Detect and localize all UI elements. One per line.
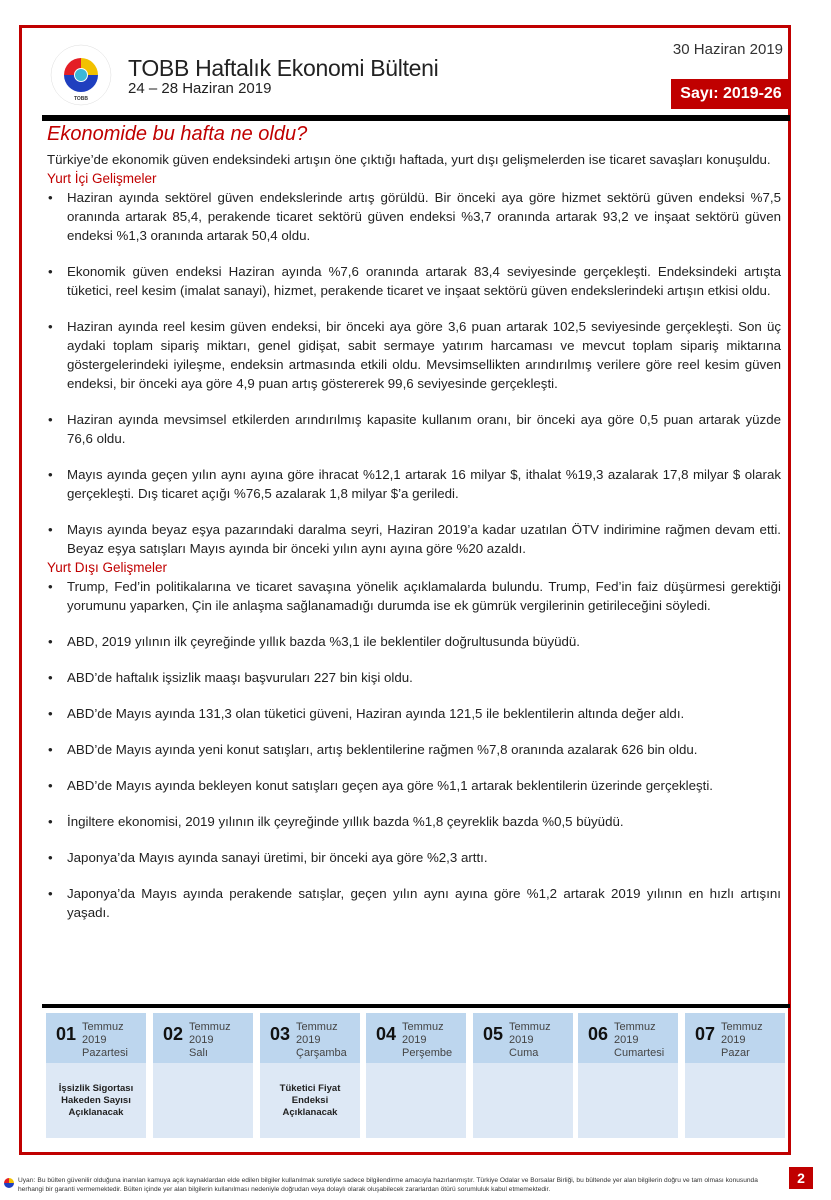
day-weekday: Pazar — [721, 1047, 750, 1059]
day-weekday: Salı — [189, 1047, 208, 1059]
date-range: 24 – 28 Haziran 2019 — [128, 80, 272, 97]
day-weekday: Cumartesi — [614, 1047, 665, 1059]
list-item: • Haziran ayında reel kesim güven endeksi, bir önceki aya göre 3,6 puan artarak 102,5 seviyesinde gerçekleşti. Son üç aydaki toplam sipariş miktarı, genel gidişat, sabit sermaye yatırım harcaması ve mevcut toplam sipariş miktarına göstergelerindeki iyileşme, endeksin artmasında etkili oldu. Mevsimsellikten arındırılmış verilere göre reel kesim güven endeksi, bir önceki aya göre 4,9 puan artış göstererek 99,6 seviyesinde gerçekleşti. — [47, 317, 781, 393]
publish-date: 30 Haziran 2019 — [672, 41, 783, 58]
calendar-divider — [42, 1004, 790, 1008]
list-item: • Haziran ayında mevsimsel etkilerden arındırılmış kapasite kullanım oranı, bir önceki aya göre 0,5 puan artarak yüzde 76,6 oldu. — [47, 410, 781, 448]
day-label — [402, 1021, 466, 1060]
day-number: 02 — [163, 1024, 184, 1044]
calendar-day-header — [473, 1013, 573, 1063]
list-item: • ABD, 2019 yılının ilk çeyreğinde yıllık bazda %3,1 ile beklentiler doğrultusunda büyüdü. — [47, 632, 781, 651]
day-month: Temmuz 2019 — [402, 1021, 444, 1046]
weekly-calendar — [46, 1013, 786, 1138]
day-label — [189, 1021, 253, 1060]
calendar-day — [153, 1013, 253, 1138]
foreign-list — [47, 577, 781, 922]
list-item: • İngiltere ekonomisi, 2019 yılının ilk çeyreğinde yıllık bazda %1,8 çeyreklik bazda %0,5 büyüdü. — [47, 812, 781, 831]
day-number: 03 — [270, 1024, 291, 1044]
day-event: İşsizlik Sigortası Hakeden Sayısı Açıklanacak — [58, 1083, 134, 1118]
day-label — [509, 1021, 573, 1060]
tobb-small-logo-icon — [3, 1177, 15, 1189]
list-item: • Mayıs ayında geçen yılın aynı ayına göre ihracat %12,1 artarak 16 milyar $, ithalat %19,3 azalarak 17,8 milyar $ olarak gerçekleşti. Dış ticaret açığı %76,5 azalarak 1,8 milyar $’a geriledi. — [47, 465, 781, 503]
intro-paragraph: Türkiye’de ekonomik güven endeksindeki artışın öne çıktığı haftada, yurt dışı gelişmelerden ise ticaret savaşları konuşuldu. — [47, 152, 771, 167]
day-label — [82, 1021, 146, 1060]
day-number: 06 — [588, 1024, 609, 1044]
calendar-day-header — [260, 1013, 360, 1063]
issue-badge: Sayı: 2019-26 — [671, 79, 791, 109]
svg-text:TOBB: TOBB — [73, 96, 89, 102]
day-month: Temmuz 2019 — [296, 1021, 338, 1046]
day-weekday: Cuma — [509, 1047, 539, 1059]
list-item: • ABD’de Mayıs ayında yeni konut satışları, artış beklentilerine rağmen %7,8 oranında azalarak 626 bin oldu. — [47, 740, 781, 759]
list-item: • Haziran ayında sektörel güven endekslerinde artış görüldü. Bir önceki aya göre hizmet sektörü güven endeksi %7,5 oranında artarak 85,4, perakende ticaret sektörü güven endeksi %3,7 oranında artarak 93,2 ve inşaat sektörü güven endeksi %1,3 oranında artarak 50,4 oldu. — [47, 188, 781, 245]
day-weekday: Perşembe — [402, 1047, 453, 1059]
section-headline: Ekonomide bu hafta ne oldu? — [47, 123, 308, 145]
calendar-day-header — [153, 1013, 253, 1063]
main-content — [47, 121, 781, 922]
calendar-day — [473, 1013, 573, 1138]
day-month: Temmuz 2019 — [721, 1021, 763, 1046]
day-month: Temmuz 2019 — [614, 1021, 656, 1046]
foreign-section-title: Yurt Dışı Gelişmeler — [47, 560, 168, 575]
list-item: • ABD’de Mayıs ayında bekleyen konut satışları geçen aya göre %1,1 artarak beklentilerin üzerinde gerçekleşti. — [47, 776, 781, 795]
calendar-day — [46, 1013, 146, 1138]
list-item: • ABD’de Mayıs ayında 131,3 olan tüketici güveni, Haziran ayında 121,5 ile beklentilerin altında değer aldı. — [47, 704, 781, 723]
bulletin-title: TOBB Haftalık Ekonomi Bülteni — [128, 55, 439, 81]
list-item: • Japonya’da Mayıs ayında perakende satışlar, geçen yılın aynı ayına göre %1,2 artarak 2019 yılının en hızlı artışını yaşadı. — [47, 884, 781, 922]
calendar-day-header — [366, 1013, 466, 1063]
list-item: • ABD’de haftalık işsizlik maaşı başvuruları 227 bin kişi oldu. — [47, 668, 781, 687]
day-label — [296, 1021, 360, 1060]
day-label — [721, 1021, 785, 1060]
domestic-section-title: Yurt İçi Gelişmeler — [47, 171, 157, 186]
day-number: 01 — [56, 1024, 77, 1044]
day-month: Temmuz 2019 — [189, 1021, 231, 1046]
calendar-day — [366, 1013, 466, 1138]
tobb-logo-icon — [50, 44, 112, 106]
day-month: Temmuz 2019 — [509, 1021, 551, 1046]
day-number: 04 — [376, 1024, 397, 1044]
calendar-day-header — [46, 1013, 146, 1063]
day-weekday: Çarşamba — [296, 1047, 347, 1059]
list-item: • Ekonomik güven endeksi Haziran ayında %7,6 oranında artarak 83,4 seviyesinde gerçekleşti. Endeksindeki artışta tüketici, reel kesim (imalat sanayi), hizmet, perakende ticaret ve inşaat sektörü güven endekslerindeki artışın etkisi oldu. — [47, 262, 781, 300]
day-event: Tüketici Fiyat Endeksi Açıklanacak — [279, 1083, 341, 1118]
day-month: Temmuz 2019 — [82, 1021, 124, 1046]
disclaimer-text: Uyarı: Bu bülten güvenilir olduğuna inanılan kamuya açık kaynaklardan elde edilen bilgiler kullanılmak suretiyle sadece bilgilendirme amacıyla hazırlanmıştır. Türkiye Odalar ve Borsalar Birliği, bu bültende yer alan bilgilerin doğru ve tam olması konusunda herhangi bir garanti vermemektedir. Bülten içinde yer alan bilgilerin kullanılması nedeniyle doğrudan veya dolaylı olarak oluşabilecek zararlardan ötürü sorumluluk kabul etmemektedir. — [18, 1177, 758, 1193]
page-number: 2 — [789, 1167, 813, 1189]
list-item: • Trump, Fed’in politikalarına ve ticaret savaşına yönelik açıklamalarda bulundu. Trump, Fed’in faiz düşürmesi gerektiği yorumunu yaparken, Çin ile anlaşma sağlanamadığı durumda ise ek gümrük vergilerinin getirileceğini söyledi. — [47, 577, 781, 615]
day-weekday: Pazartesi — [82, 1047, 128, 1059]
calendar-day — [685, 1013, 785, 1138]
domestic-list — [47, 188, 781, 558]
calendar-day — [578, 1013, 678, 1138]
list-item: • Mayıs ayında beyaz eşya pazarındaki daralma seyri, Haziran 2019’a kadar uzatılan ÖTV indirimine rağmen devam etti. Beyaz eşya satışları Mayıs ayında bir önceki yılın aynı ayına göre %20 azaldı. — [47, 520, 781, 558]
calendar-day-header — [578, 1013, 678, 1063]
day-number: 05 — [483, 1024, 504, 1044]
calendar-day-header — [685, 1013, 785, 1063]
day-label — [614, 1021, 678, 1060]
list-item: • Japonya’da Mayıs ayında sanayi üretimi, bir önceki aya göre %2,3 arttı. — [47, 848, 781, 867]
day-number: 07 — [695, 1024, 716, 1044]
calendar-day — [260, 1013, 360, 1138]
